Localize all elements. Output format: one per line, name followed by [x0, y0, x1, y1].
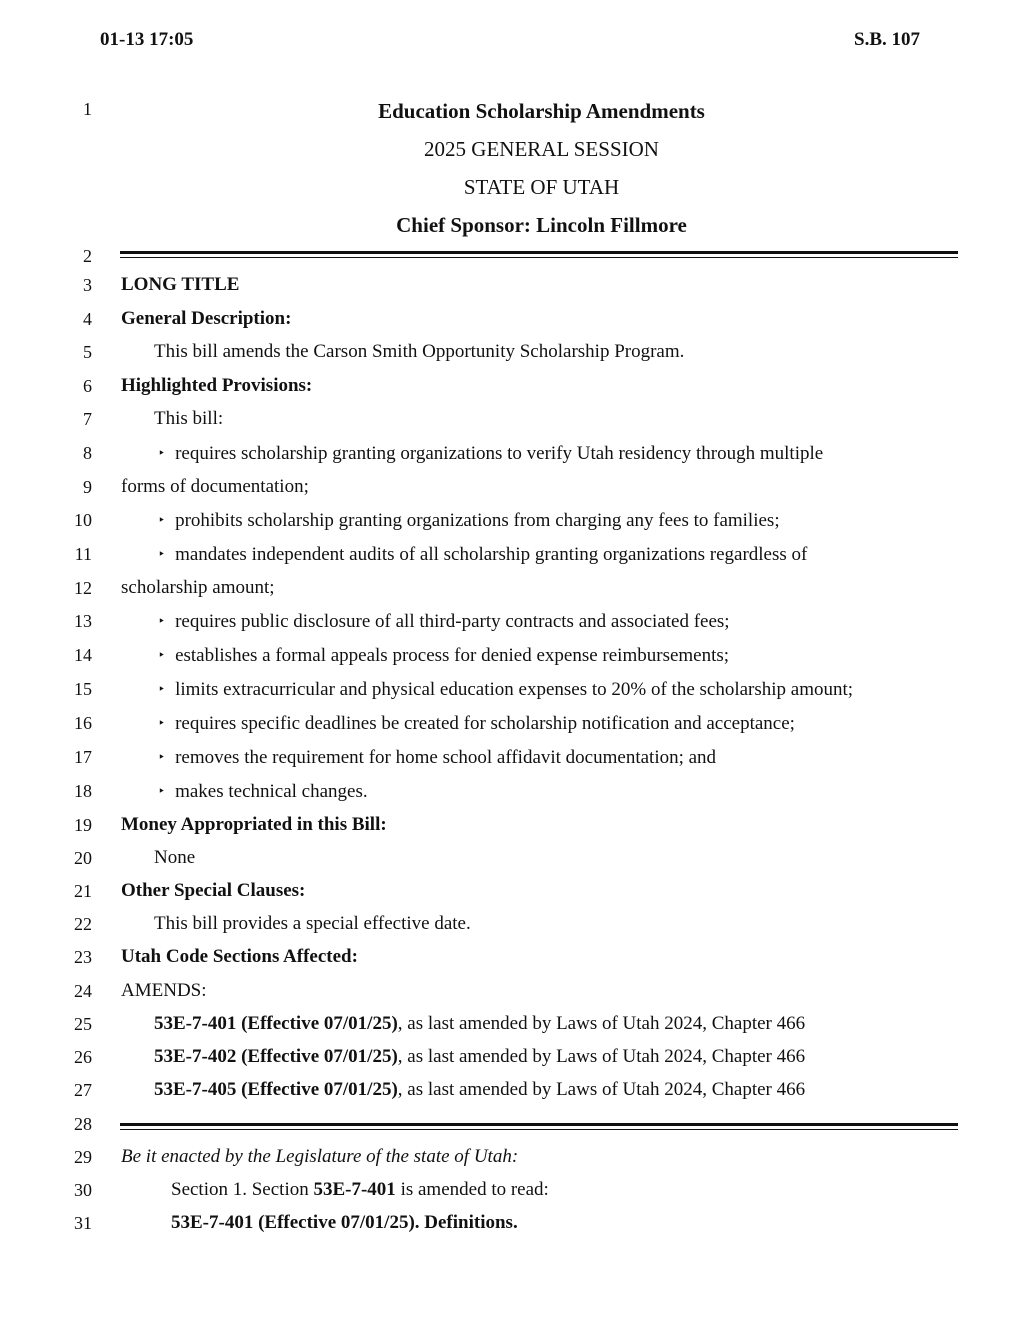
line-number: 26: [74, 1047, 92, 1067]
provision-text: removes the requirement for home school affidavit documentation; and: [175, 747, 717, 768]
section-heading: 53E-7-401 (Effective 07/01/25). Definitions.: [171, 1212, 518, 1233]
chief-sponsor: Chief Sponsor: Lincoln Fillmore: [396, 213, 687, 237]
special-clauses-label: Other Special Clauses:: [121, 880, 306, 901]
line-number: 8: [83, 443, 92, 463]
bill-title: Education Scholarship Amendments: [378, 99, 705, 123]
line-number: 28: [74, 1114, 92, 1134]
enacting-clause: Be it enacted by the Legislature of the state of Utah:: [121, 1146, 519, 1167]
line-number: 18: [74, 781, 92, 801]
section-citation: 53E-7-401 (Effective 07/01/25): [154, 1013, 398, 1034]
amends-label: AMENDS:: [121, 980, 207, 1001]
this-bill-text: This bill:: [154, 408, 224, 429]
line-number: 12: [74, 578, 92, 598]
line-number: 24: [74, 981, 92, 1001]
provision-text: limits extracurricular and physical education expenses to 20% of the scholarship amount;: [175, 679, 854, 700]
line-number: 10: [74, 510, 92, 530]
money-appropriated-label: Money Appropriated in this Bill:: [121, 814, 387, 835]
money-appropriated-value: None: [154, 847, 196, 868]
provision-text: prohibits scholarship granting organizations from charging any fees to families;: [175, 510, 780, 531]
section-amend-statement: [171, 1178, 549, 1202]
section-history: , as last amended by Laws of Utah 2024, Chapter 466: [397, 1079, 806, 1100]
line-number: 9: [83, 477, 92, 497]
line-number: 11: [74, 544, 92, 564]
provision-text: requires public disclosure of all third-party contracts and associated fees;: [175, 611, 730, 632]
line-number: 21: [74, 881, 92, 901]
line-number: 23: [74, 947, 92, 967]
line-number: 7: [83, 409, 92, 429]
bullet-icon: ‣: [158, 784, 166, 798]
provision-item: [158, 441, 823, 466]
state-label: STATE OF UTAH: [463, 175, 620, 199]
section-number: 53E-7-401: [313, 1179, 396, 1200]
provision-text: requires scholarship granting organizations to verify Utah residency through multiple: [175, 443, 824, 464]
line-number: 29: [74, 1147, 92, 1167]
double-rule-divider: [120, 251, 958, 258]
line-number: 13: [74, 611, 92, 631]
bullet-icon: ‣: [158, 682, 166, 696]
double-rule-divider: [120, 1123, 958, 1130]
section-citation: 53E-7-405 (Effective 07/01/25): [154, 1079, 398, 1100]
provision-item: [158, 508, 780, 533]
bullet-icon: ‣: [158, 547, 166, 561]
section-history: , as last amended by Laws of Utah 2024, Chapter 466: [397, 1046, 806, 1067]
line-number: 20: [74, 848, 92, 868]
provision-continuation: forms of documentation;: [121, 476, 309, 497]
document-date-time: 01-13 17:05: [100, 29, 194, 50]
provision-text: makes technical changes.: [175, 781, 368, 802]
session-label: 2025 GENERAL SESSION: [424, 137, 659, 161]
highlighted-provisions-label: Highlighted Provisions:: [121, 375, 313, 396]
line-number: 3: [83, 275, 92, 295]
provision-item: [158, 643, 729, 668]
bullet-icon: ‣: [158, 716, 166, 730]
special-clauses-value: This bill provides a special effective date.: [154, 913, 471, 934]
line-number: 14: [74, 645, 92, 665]
amended-section-entry: [154, 1012, 805, 1036]
code-sections-label: Utah Code Sections Affected:: [121, 946, 358, 967]
provision-item: [158, 711, 795, 736]
line-number: 31: [74, 1213, 92, 1233]
provision-text: mandates independent audits of all scholarship granting organizations regardless of: [175, 544, 808, 565]
line-number: 27: [74, 1080, 92, 1100]
provision-item: [158, 677, 853, 702]
line-number: 16: [74, 713, 92, 733]
provision-item: [158, 779, 368, 804]
line-number: 4: [83, 309, 92, 329]
provision-item: [158, 745, 716, 770]
line-number: 5: [83, 342, 92, 362]
amended-section-entry: [154, 1045, 805, 1069]
amended-section-entry: [154, 1078, 805, 1102]
section-suffix: is amended to read:: [395, 1179, 549, 1200]
provision-continuation: scholarship amount;: [121, 577, 275, 598]
bullet-icon: ‣: [158, 648, 166, 662]
provision-item: [158, 542, 807, 567]
line-number: 1: [83, 99, 92, 119]
bullet-icon: ‣: [158, 750, 166, 764]
long-title-heading: LONG TITLE: [121, 274, 240, 295]
section-citation: 53E-7-402 (Effective 07/01/25): [154, 1046, 398, 1067]
line-number: 22: [74, 914, 92, 934]
line-number: 15: [74, 679, 92, 699]
bill-number: S.B. 107: [854, 29, 920, 50]
general-description-label: General Description:: [121, 308, 292, 329]
provision-item: [158, 609, 730, 634]
section-prefix: Section 1. Section: [171, 1179, 314, 1200]
bullet-icon: ‣: [158, 446, 166, 460]
provision-text: requires specific deadlines be created for scholarship notification and acceptance;: [175, 713, 795, 734]
bullet-icon: ‣: [158, 614, 166, 628]
line-number: 19: [74, 815, 92, 835]
line-number: 30: [74, 1180, 92, 1200]
provision-text: establishes a formal appeals process for denied expense reimbursements;: [175, 645, 730, 666]
line-number: 25: [74, 1014, 92, 1034]
general-description-text: This bill amends the Carson Smith Opportunity Scholarship Program.: [154, 341, 685, 362]
line-number: 17: [74, 747, 92, 767]
line-number: 2: [83, 246, 92, 266]
section-history: , as last amended by Laws of Utah 2024, Chapter 466: [397, 1013, 806, 1034]
bullet-icon: ‣: [158, 513, 166, 527]
line-number: 6: [83, 376, 92, 396]
